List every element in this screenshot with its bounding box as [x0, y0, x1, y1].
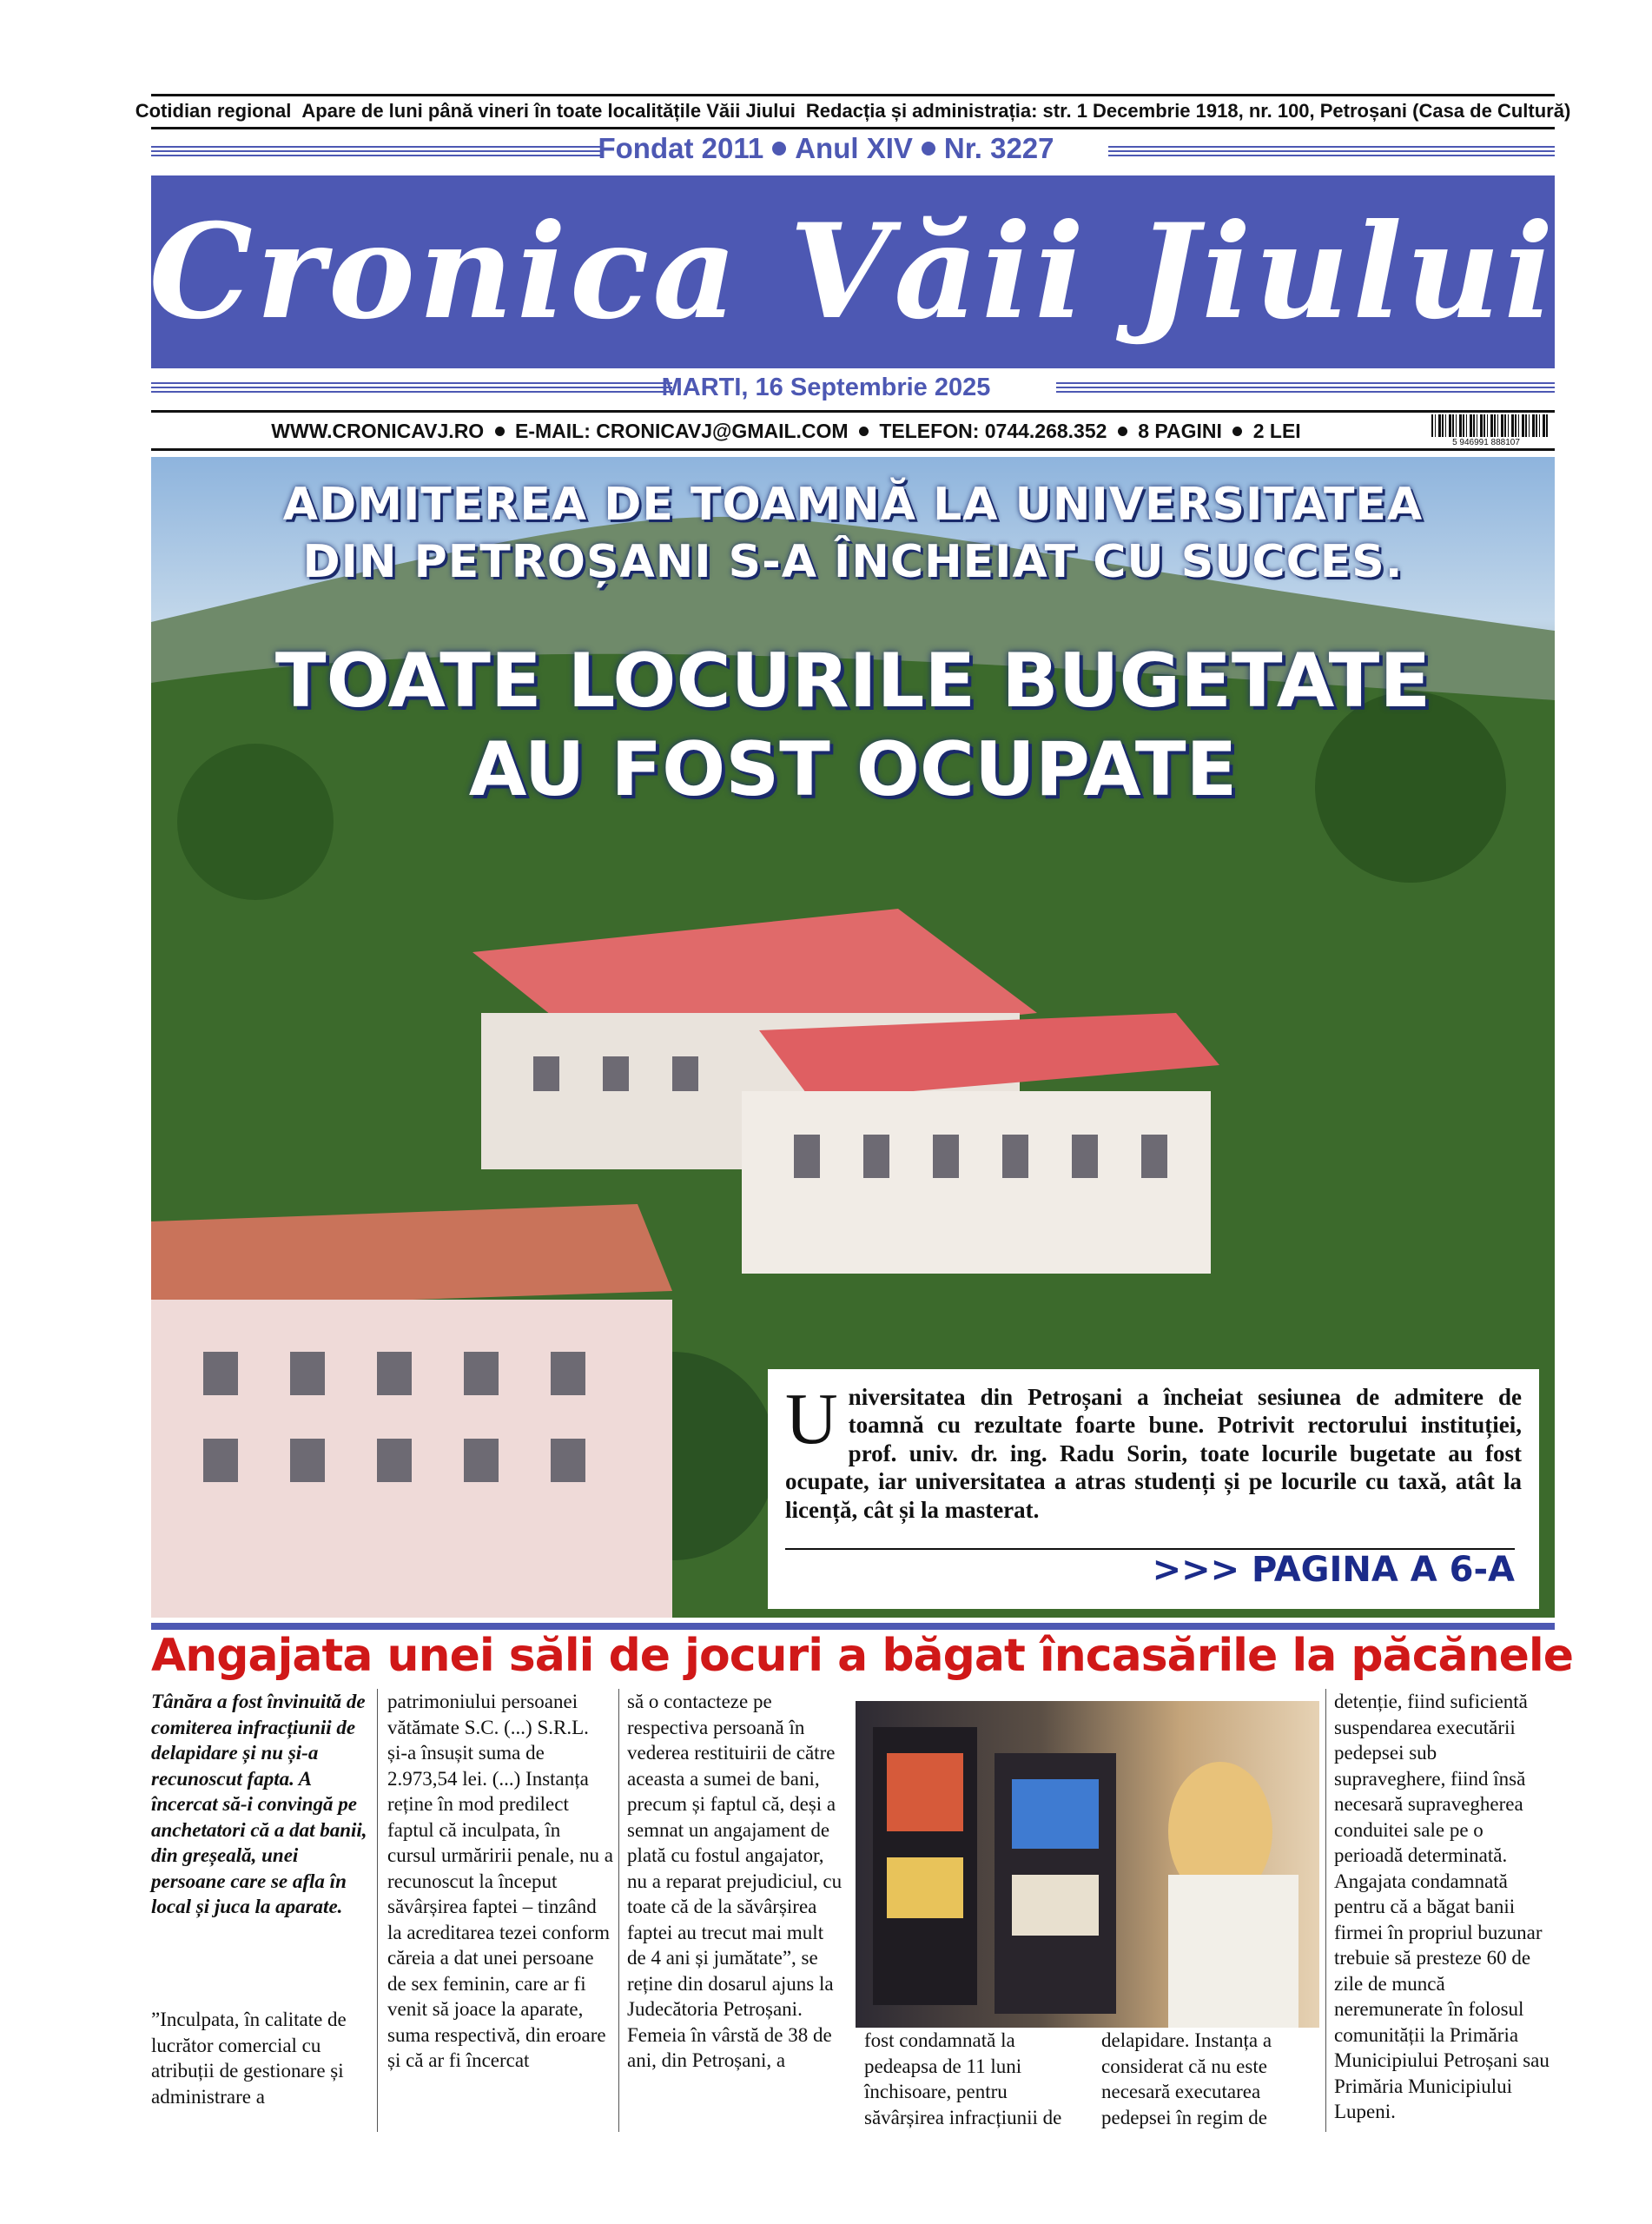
slot-machine-photo: [856, 1701, 1319, 2028]
bullet-icon: [495, 427, 505, 436]
bullet-icon: [772, 142, 786, 156]
price: 2 LEI: [1252, 419, 1301, 442]
summary-body: niversitatea din Petroșani a încheiat sesiunea de admitere de toamnă cu rezultate foarte bune. Potrivit rectorului instituției, prof. univ. dr. ing. Radu Sorin, toate locurile bugetate au fost ocupate, iar universitatea a atras studenți și pe locurile cu taxă, atât la licență, cât și la masterat.: [785, 1384, 1522, 1523]
founded-year: Fondat 2011: [598, 132, 764, 164]
column-rule: [1325, 1689, 1326, 2132]
summary-box: [768, 1369, 1539, 1609]
website-link[interactable]: WWW.CRONICAVJ.RO: [271, 419, 485, 442]
main-headline-line-1: TOATE LOCURILE BUGETATE: [274, 638, 1431, 725]
machine-screen: [1012, 1875, 1099, 1936]
top-rule-lower: [151, 127, 1555, 129]
article-column-5: delapidare. Instanța a considerat că nu este necesară executarea pedepsei în regim de: [1101, 2029, 1272, 2128]
volume-number: Anul XIV: [795, 132, 913, 164]
edition-info: Apare de luni până vineri în toate localitățile Văii Jiului: [301, 100, 796, 122]
summary-text: [785, 1379, 1522, 1524]
bullet-icon: [859, 427, 869, 436]
machine-screen: [887, 1857, 963, 1918]
masthead-title: Cronica Văii Jiului: [149, 195, 1557, 348]
kicker-line-1: ADMITEREA DE TOAMNĂ LA UNIVERSITATEA: [282, 479, 1424, 531]
machine-screen: [887, 1753, 963, 1831]
second-headline: Angajata unei săli de jocuri a băgat încasările la păcănele: [151, 1630, 1573, 1682]
page-reference-link[interactable]: >>> PAGINA A 6-A: [1152, 1550, 1515, 1590]
issue-date: MARTI, 16 Septembrie 2025: [661, 374, 991, 401]
article-column-3: să o contacteze pe respectiva persoană în vederea restituirii de către aceasta a sumei de bani, precum și faptul că, deși a semnat un angajament de plată cu fostul angajator, nu a reparat prejudiciul, cu toate că de la săvârșirea faptei au trecut mai mult de 4 ani și jumătate”, se reține din dosarul ajuns la Judecătoria Petroșani. Femeia în vârstă de 38 de ani, din Petroșani, a: [627, 1691, 843, 2071]
contact-rule-bottom: [151, 448, 1555, 451]
tagline: Cotidian regional: [135, 100, 292, 122]
slot-machine-illustration: [856, 1701, 1319, 2028]
column-rule: [377, 1689, 378, 2132]
office-address: Redacția și administrația: str. 1 Decembrie 1918, nr. 100, Petroșani (Casa de Cultură): [805, 100, 1571, 122]
page-count: 8 PAGINI: [1138, 419, 1222, 442]
barcode-digits: 5 946991 888107: [1452, 438, 1520, 447]
column-rule: [618, 1689, 619, 2132]
contact-rule-top: [151, 410, 1555, 413]
founded-line: [0, 132, 1652, 165]
kicker-line-2: DIN PETROȘANI S-A ÎNCHEIAT CU SUCCES.: [302, 536, 1404, 588]
email-link[interactable]: E-MAIL: CRONICAVJ@GMAIL.COM: [514, 419, 849, 442]
bullet-icon: [1232, 427, 1242, 436]
issue-number: Nr. 3227: [943, 132, 1054, 164]
contact-line: [151, 414, 1555, 448]
article-column-4: fost condamnată la pedeapsa de 11 luni închisoare, pentru săvârșirea infracțiunii de: [864, 2029, 1062, 2128]
roof-shape: [151, 1204, 672, 1308]
phone-number: TELEFON: 0744.268.352: [879, 419, 1107, 442]
building-facade: [742, 1091, 1211, 1274]
top-info-line: [135, 97, 1571, 125]
machine-screen: [1012, 1779, 1099, 1849]
barcode-bars-icon: [1431, 414, 1550, 437]
article-lead: Tânăra a fost învinuită de comiterea infracțiunii de delapidare și nu și-a recunoscut fapta. A încercat să-i convingă pe anchetatori că a dat banii, din greșeală, unei persoane care se afla în local și juca la aparate.: [151, 1691, 367, 1917]
section-divider: [151, 1623, 1555, 1630]
top-rule: [151, 94, 1555, 96]
bullet-icon: [922, 142, 935, 156]
masthead: [151, 175, 1555, 368]
drop-cap: U: [785, 1379, 838, 1460]
player-body: [1168, 1875, 1298, 2028]
article-column-1: ”Inculpata, în calitate de lucrător comercial cu atribuții de gestionare și administrare a: [151, 2009, 347, 2108]
article-column-2: patrimoniului persoanei vătămate S.C. (...) S.R.L. și-a însușit suma de 2.973,54 lei. (...) Instanța reține în mod predilect faptul că inculpata, în cursul urmăririi penale, nu a recunoscut la început săvârșirea faptei – tinzând la acreditarea tezei conform căreia a dat unei persoane de sex feminin, care ar fi venit să joace la aparate, suma respectivă, din eroare și că ar fi încercat: [387, 1691, 613, 2071]
main-headline-line-2: AU FOST OCUPATE: [468, 726, 1238, 813]
barcode: [1421, 414, 1551, 447]
article-column-6: detenție, fiind suficientă suspendarea executării pedepsei sub supraveghere, fiind însă necesară supravegherea conduitei sale pe o perioadă determinată. Angajata condamnată pentru că a băgat banii firmei în propriul buzunar trebuie să presteze 60 de zile de muncă neremunerate în folosul comunității la Primăria Municipiului Petroșani sau Primăria Municipiului Lupeni.: [1334, 1691, 1550, 2122]
bullet-icon: [1118, 427, 1127, 436]
